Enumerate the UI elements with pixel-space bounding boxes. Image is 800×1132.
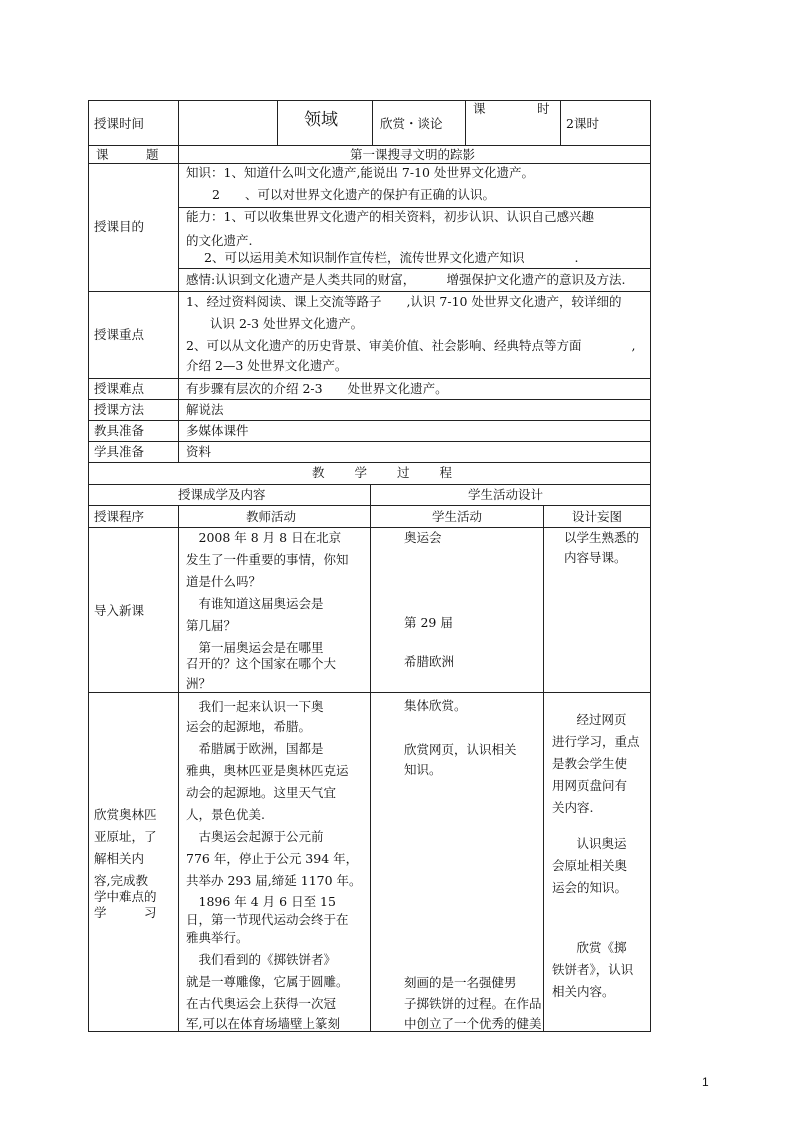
row1-student-line: 第 29 届 [404,615,453,630]
row2-student-line: 集体欣赏。 [404,698,467,713]
domain-value: 欣赏・谈论 [380,116,443,131]
section-left-title: 授课成学及内容 [178,487,266,502]
row-divider [178,268,651,269]
row2-intent-line: 认识奥运 [564,836,627,851]
row1-teacher-line: 发生了一件重要的事情，你知 [186,552,349,567]
row-divider [88,163,651,164]
col-divider [277,100,278,145]
row-divider [88,399,651,400]
row2-teacher-line: 我们看到的《掷铁饼者》 [186,952,337,967]
row-divider [88,420,651,421]
row2-teacher-line: 动会的起源地。这里天气宜 [186,785,337,800]
row2-procedure-line: 学 习 [94,905,157,920]
col-divider [178,505,179,1032]
difficulty-value: 有步骤有层次的介绍 2-3 处世界文化遗产。 [186,381,448,396]
row2-procedure-line: 容,完成教 [94,873,148,888]
row1-teacher-line: 第几届？ [186,618,237,633]
row2-procedure-line: 解相关内 [94,851,145,866]
row-divider [178,207,651,208]
row-divider [88,441,651,442]
col-divider [560,100,561,145]
row1-teacher-line: 2008 年 8 月 8 日在北京 [186,530,342,545]
row1-student-line: 希腊欧洲 [404,654,455,669]
process-title: 教学过程 [312,465,483,480]
page-number: 1 [702,1075,709,1089]
row2-teacher-line: 就是一尊雕像，它属于圆雕。 [186,974,349,989]
row2-teacher-line: 古奥运会起源于公元前 [186,829,324,844]
row2-teacher-line: 776 年，停止于公元 394 年， [186,851,359,866]
teacher-prep-value: 多媒体课件 [186,423,249,438]
row-divider [88,291,651,292]
col-student: 学生活动 [432,509,483,524]
goals-line: 2、可以运用美术知识制作宣传栏，流传世界文化遗产知识 . [204,250,579,265]
row2-procedure-line: 学中难点的 [94,889,157,904]
topic-label: 课 题 [96,147,159,162]
col-divider [543,505,544,1032]
col-divider [178,100,179,462]
keypoints-line: 认识 2-3 处世界文化遗产。 [210,316,364,331]
row1-teacher-line: 洲？ [186,676,212,691]
keypoints-line: 2、可以从文化遗产的历史背景、审美价值、社会影响、经典特点等方面 , [186,338,636,353]
row1-teacher-line: 有谁知道这届奥运会是 [186,596,324,611]
row2-teacher-line: 在古代奥运会上获得一次冠 [186,996,337,1011]
goals-line: 能力：1、可以收集世界文化遗产的相关资料，初步认识、认识自己感兴趣 [186,209,594,224]
student-prep-value: 资料 [186,444,212,459]
row2-teacher-line: 日，第一节现代运动会终于在 [186,912,349,927]
row1-teacher-line: 第一届奥运会是在哪里 [186,640,324,655]
row1-teacher-line: 道是什么吗？ [186,574,262,589]
row2-intent-line: 经过网页 [564,712,627,727]
row1-procedure: 导入新课 [94,603,145,618]
row2-teacher-line: 我们一起来认识一下奥 [186,699,324,714]
row2-teacher-line: 雅典，奥林匹亚是奥林匹克运 [186,763,349,778]
row2-student-line: 知识。 [404,762,442,777]
goals-line: 知识：1、知道什么叫文化遗产,能说出 7-10 处世界文化遗产。 [186,165,534,180]
goals-label: 授课目的 [94,219,145,234]
teacher-prep-label: 教具准备 [94,423,145,438]
row2-intent-line: 是教会学生使 [552,756,628,771]
row1-intent-line: 内容导课。 [564,550,627,565]
row2-teacher-line: 军,可以在体育场墙壁上篆刻 [186,1016,340,1031]
domain-label: 领域 [304,110,338,130]
method-value: 解说法 [186,402,224,417]
col-teacher: 教师活动 [246,509,297,524]
row2-intent-line: 铁饼者》，认识 [552,962,634,977]
hours-label-2: 时 [537,101,550,116]
row2-procedure-line: 欣赏奥林匹 [94,807,157,822]
row1-teacher-line: 召开的？这个国家在哪个大 [186,656,337,671]
col-divider [372,100,373,145]
keypoints-line: 1、经过资料阅读、课上交流等路子 ,认识 7-10 处世界文化遗产，较详细的 [186,294,622,309]
row-divider [88,145,651,146]
row1-intent-line: 以学生熟悉的 [564,530,640,545]
row2-teacher-line: 共举办 293 届,缔延 1170 年。 [186,873,362,888]
row2-intent-line: 运会的知识。 [552,880,628,895]
row2-student-line: 子掷铁饼的过程。在作品 [404,996,542,1011]
row2-student-line: 欣赏网页，认识相关 [404,742,517,757]
row2-intent-line: 欣赏《掷 [564,940,627,955]
row2-intent-line: 会原址相关奥 [552,858,628,873]
row-divider [88,378,651,379]
section-right-title: 学生活动设计 [468,487,544,502]
goals-line: 的文化遗产. [186,233,253,248]
time-label: 授课时间 [94,116,145,131]
row-divider [88,462,651,463]
row2-intent-line: 相关内容。 [552,984,615,999]
row2-intent-line: 用网页盘问有 [552,778,628,793]
row2-student-line: 刻画的是一名强健男 [404,975,517,990]
hours-label-1: 课 [473,101,486,116]
row1-student-line: 奥运会 [404,530,442,545]
method-label: 授课方法 [94,402,145,417]
col-divider [370,484,371,1032]
col-intent: 设计妄图 [572,509,623,524]
row2-teacher-line: 人，景色优美. [186,807,265,822]
row2-teacher-line: 希腊属于欧洲，国都是 [186,741,324,756]
row2-intent-line: 关内容. [552,800,594,815]
row2-teacher-line: 运会的起源地，希腊。 [186,719,312,734]
keypoints-label: 授课重点 [94,327,145,342]
row2-intent-line: 进行学习，重点 [552,734,640,749]
col-divider [465,100,466,145]
difficulty-label: 授课难点 [94,381,145,396]
row2-procedure-line: 亚原址，了 [94,829,157,844]
goals-line: 2 、可以对世界文化遗产的保护有正确的认识。 [212,187,495,202]
hours-value: 2课时 [566,116,599,131]
row2-teacher-line: 雅典举行。 [186,930,249,945]
student-prep-label: 学具准备 [94,444,145,459]
keypoints-line: 介绍 2—3 处世界文化遗产。 [186,358,348,373]
row2-student-line: 中创立了一个优秀的健美 [404,1016,542,1031]
topic-value: 第一课搜寻文明的踪影 [350,147,476,162]
goals-line: 感情:认识到文化遗产是人类共同的财富， 增强保护文化遗产的意识及方法. [186,272,626,287]
row2-teacher-line: 1896 年 4 月 6 日至 15 [186,894,336,909]
col-procedure: 授课程序 [94,509,145,524]
